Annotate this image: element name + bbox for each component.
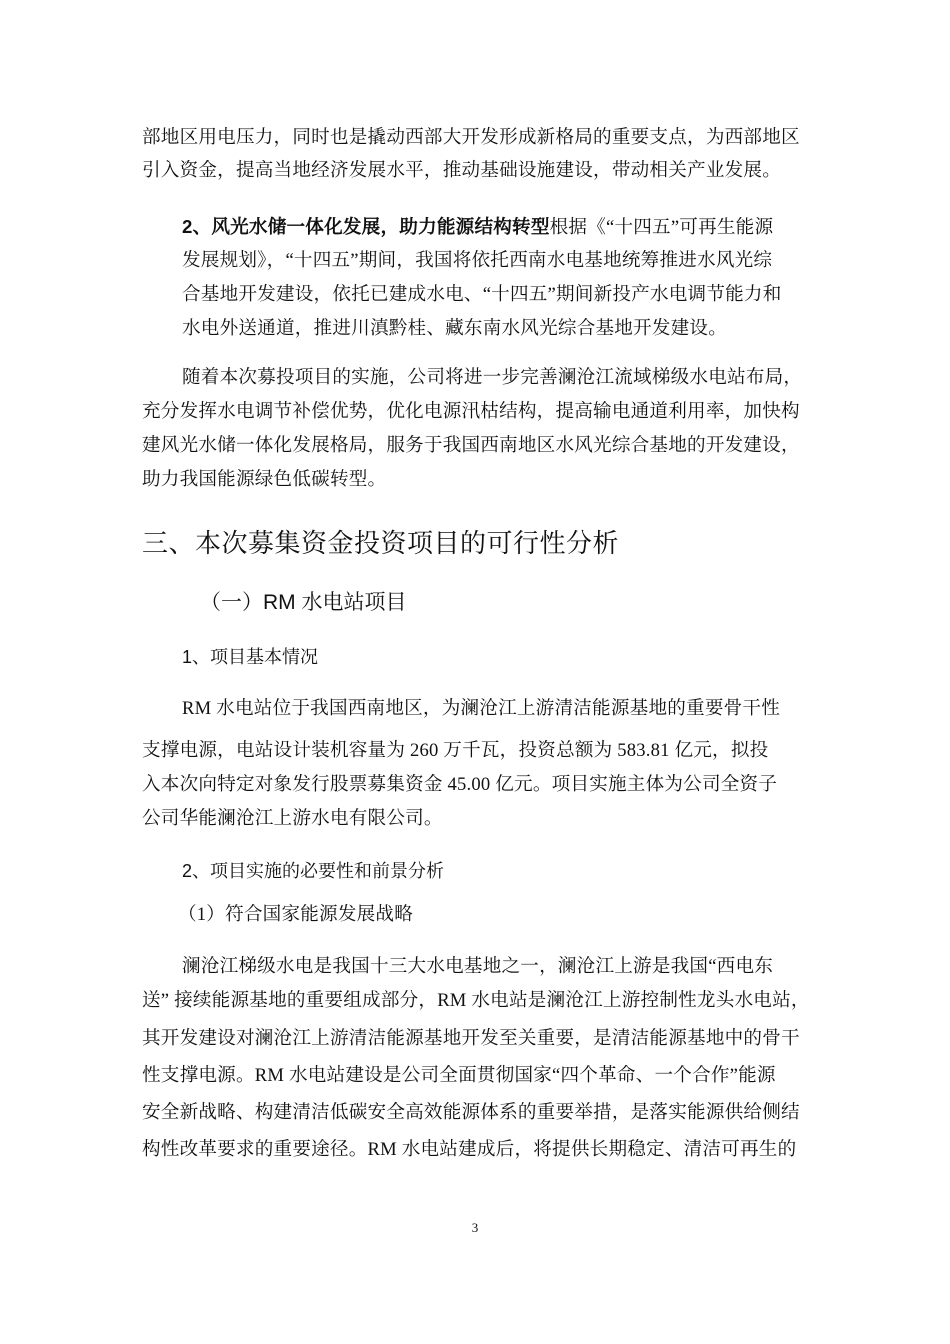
paragraph-line: 合基地开发建设，依托已建成水电、“十四五”期间新投产水电调节能力和	[182, 284, 782, 305]
paragraph-line: 根据《“十四五”可再生能源	[549, 217, 774, 238]
paragraph-line: 安全新战略、构建清洁低碳安全高效能源体系的重要举措，是落实能源供给侧结	[142, 1102, 800, 1123]
paragraph-line: 入本次向特定对象发行股票募集资金 45.00 亿元。项目实施主体为公司全资子	[142, 774, 778, 795]
paragraph-line: 随着本次募投项目的实施，公司将进一步完善澜沧江流域梯级水电站布局，	[182, 367, 803, 388]
item-heading: 2、项目实施的必要性和前景分析	[182, 861, 445, 881]
paragraph-line: 构性改革要求的重要途径。RM 水电站建成后，将提供长期稳定、清洁可再生的	[142, 1139, 797, 1160]
item-2-heading: 2、风光水储一体化发展，助力能源结构转型	[182, 216, 550, 237]
subsection-heading: （一）RM 水电站项目	[200, 591, 407, 614]
item-heading: 1、项目基本情况	[182, 647, 319, 667]
paragraph-line: 送” 接续能源基地的重要组成部分，RM 水电站是澜沧江上游控制性龙头水电站，	[142, 990, 810, 1011]
section-heading: 三、本次募集资金投资项目的可行性分析	[142, 528, 620, 558]
paragraph-line: 建风光水储一体化发展格局，服务于我国西南地区水风光综合基地的开发建设，	[142, 435, 800, 456]
paragraph-line: 部地区用电压力，同时也是撬动西部大开发形成新格局的重要支点，为西部地区	[142, 127, 800, 148]
paragraph-line: 发展规划》，“十四五”期间，我国将依托西南水电基地统筹推进水风光综	[182, 250, 773, 271]
paragraph-line: 引入资金，提高当地经济发展水平，推动基础设施建设，带动相关产业发展。	[142, 160, 781, 181]
paragraph-line: 澜沧江梯级水电是我国十三大水电基地之一，澜沧江上游是我国“西电东	[182, 956, 774, 977]
item-2-block	[182, 215, 773, 240]
sub-item-heading: （1）符合国家能源发展战略	[178, 904, 414, 925]
paragraph-line: 公司华能澜沧江上游水电有限公司。	[142, 808, 443, 829]
paragraph-line: 其开发建设对澜沧江上游清洁能源基地开发至关重要，是清洁能源基地中的骨干	[142, 1028, 800, 1049]
paragraph-line: 助力我国能源绿色低碳转型。	[142, 469, 387, 490]
paragraph-line: 支撑电源，电站设计装机容量为 260 万千瓦，投资总额为 583.81 亿元，拟投	[142, 740, 769, 761]
paragraph-line: 水电外送通道，推进川滇黔桂、藏东南水风光综合基地开发建设。	[182, 318, 728, 339]
paragraph-line: RM 水电站位于我国西南地区，为澜沧江上游清洁能源基地的重要骨干性	[182, 698, 780, 719]
paragraph-line: 性支撑电源。RM 水电站建设是公司全面贯彻国家“四个革命、一个合作”能源	[142, 1065, 776, 1086]
paragraph-line: 充分发挥水电调节补偿优势，优化电源汛枯结构，提高输电通道利用率，加快构	[142, 401, 800, 422]
page-number: 3	[471, 1220, 479, 1235]
